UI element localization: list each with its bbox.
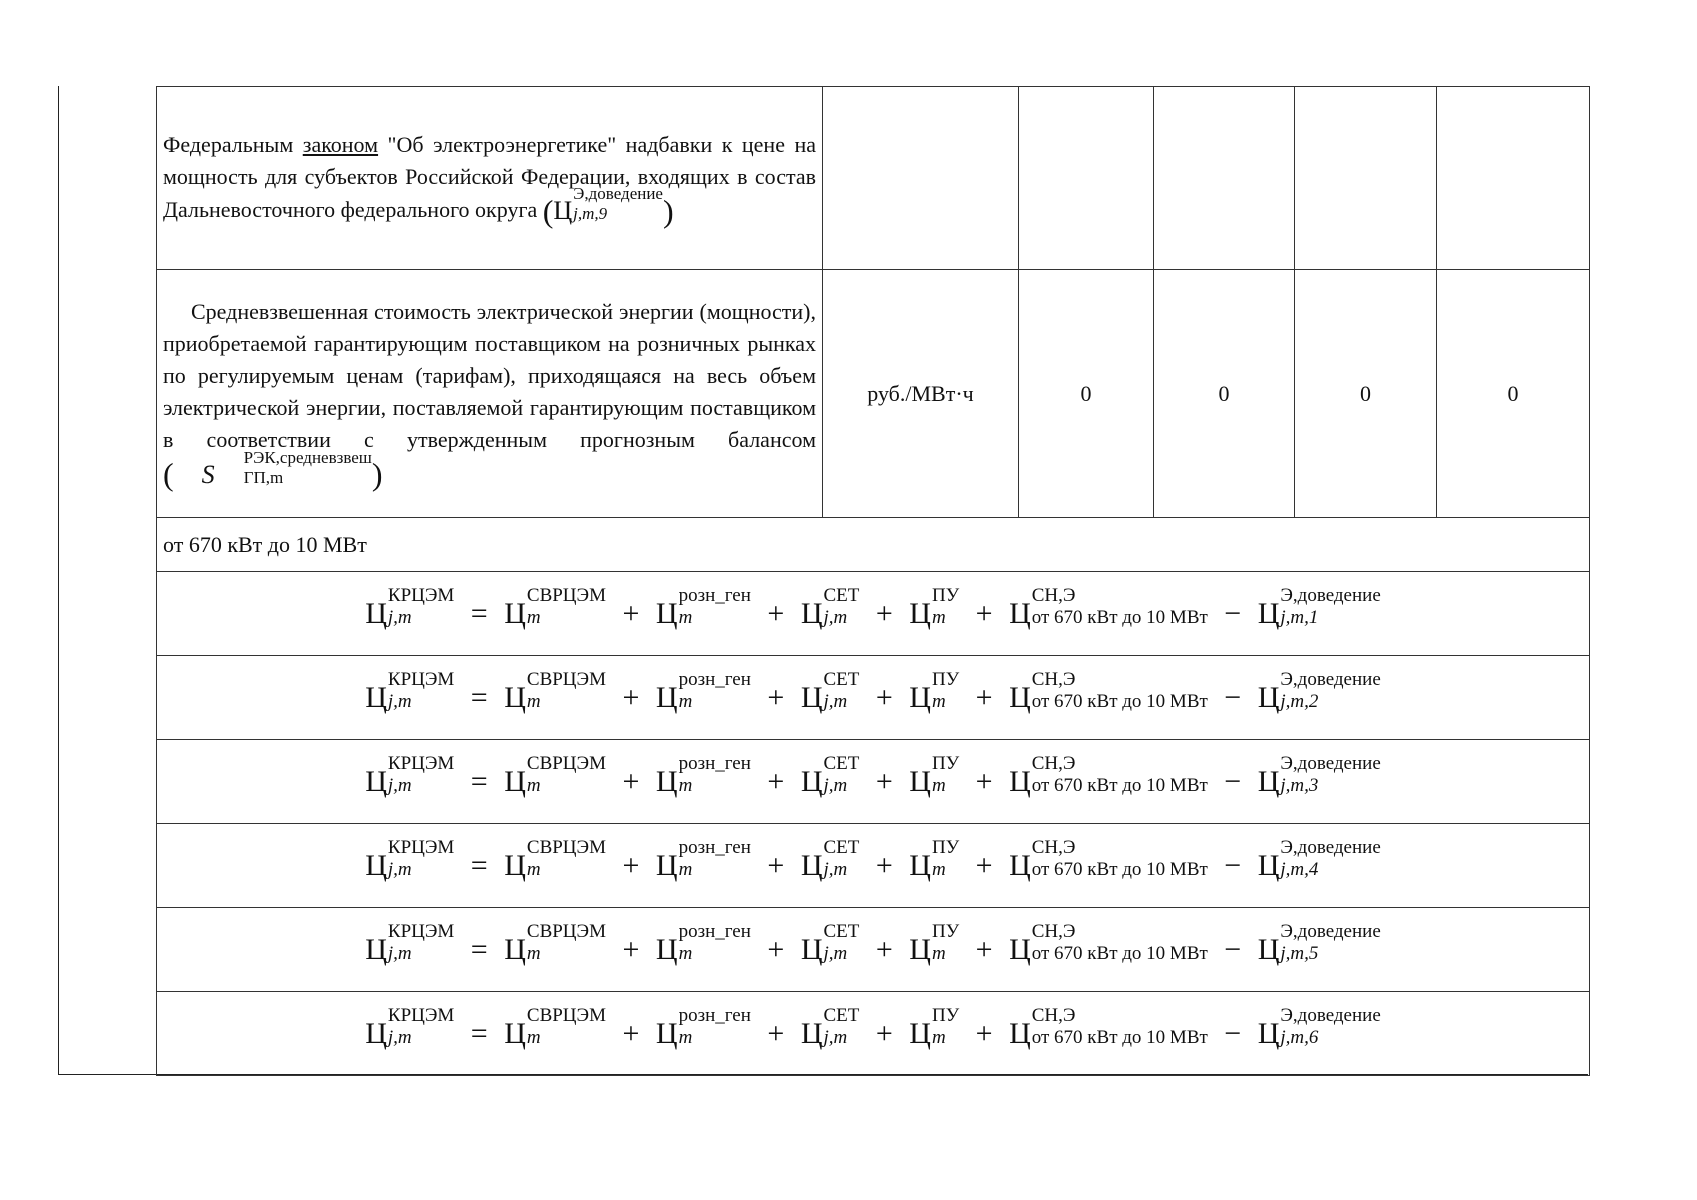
formula-rows [157,572,1590,1076]
formula-cell [157,824,1590,908]
value-cell [1437,87,1590,270]
inline-formula: (Ц Э,доведение j,m,9 ) [542,184,674,230]
price-formula: Ц КРЦЭМ j,m = Ц СВРЦЭМ m + Ц розн_ген m + Ц СЕТ j,m + Ц ПУ m + Ц СН,Э от 670 кВт до 10 МВт − Ц Э,доведение j,m,3 [365,753,1381,799]
section-heading: от 670 кВт до 10 МВт [157,518,1590,572]
price-formula: Ц КРЦЭМ j,m = Ц СВРЦЭМ m + Ц розн_ген m + Ц СЕТ j,m + Ц ПУ m + Ц СН,Э от 670 кВт до 10 МВт − Ц Э,доведение j,m,2 [365,669,1381,715]
inline-formula: ( S РЭК,средневзвеш ГП,m ) [163,447,383,493]
value-cell: 0 [1154,270,1295,518]
table-row [157,908,1590,992]
formula-cell [157,656,1590,740]
table-row [157,992,1590,1076]
tariff-table [156,86,1590,1076]
unit-cell [823,87,1019,270]
table-row [157,572,1590,656]
formula-cell [157,908,1590,992]
table-row [157,87,1590,270]
price-formula: Ц КРЦЭМ j,m = Ц СВРЦЭМ m + Ц розн_ген m + Ц СЕТ j,m + Ц ПУ m + Ц СН,Э от 670 кВт до 10 МВт − Ц Э,доведение j,m,1 [365,585,1381,631]
unit-cell: руб./МВт·ч [823,270,1019,518]
row-description: Федеральным законом "Об электроэнергетике" надбавки к цене на мощность для субъектов Российской Федерации, входящих в состав Дальневосточного федерального округа (Ц Э,доведение j,m,9 ) [157,87,823,270]
table-row [157,656,1590,740]
formula-cell [157,740,1590,824]
value-cell [1295,87,1437,270]
formula-cell [157,992,1590,1076]
table-row [157,740,1590,824]
table-row [157,824,1590,908]
value-cell [1019,87,1154,270]
row-description: Средневзвешенная стоимость электрической энергии (мощности), приобретаемой гарантирующим поставщиком на розничных рынках по регулируемым ценам (тарифам), приходящаяся на весь объем электрической энергии, поставляемой гарантирующим поставщиком в соответствии с утвержденным прогнозным балансом ( S РЭК,средневзвеш ГП,m ) [157,270,823,518]
value-cell [1154,87,1295,270]
value-cell: 0 [1437,270,1590,518]
table-row [157,518,1590,572]
price-formula: Ц КРЦЭМ j,m = Ц СВРЦЭМ m + Ц розн_ген m + Ц СЕТ j,m + Ц ПУ m + Ц СН,Э от 670 кВт до 10 МВт − Ц Э,доведение j,m,4 [365,837,1381,883]
price-formula: Ц КРЦЭМ j,m = Ц СВРЦЭМ m + Ц розн_ген m + Ц СЕТ j,m + Ц ПУ m + Ц СН,Э от 670 кВт до 10 МВт − Ц Э,доведение j,m,6 [365,1005,1381,1051]
formula-cell [157,572,1590,656]
price-formula: Ц КРЦЭМ j,m = Ц СВРЦЭМ m + Ц розн_ген m + Ц СЕТ j,m + Ц ПУ m + Ц СН,Э от 670 кВт до 10 МВт − Ц Э,доведение j,m,5 [365,921,1381,967]
law-link[interactable]: законом [302,131,379,157]
table-row [157,270,1590,518]
value-cell: 0 [1295,270,1437,518]
value-cell: 0 [1019,270,1154,518]
